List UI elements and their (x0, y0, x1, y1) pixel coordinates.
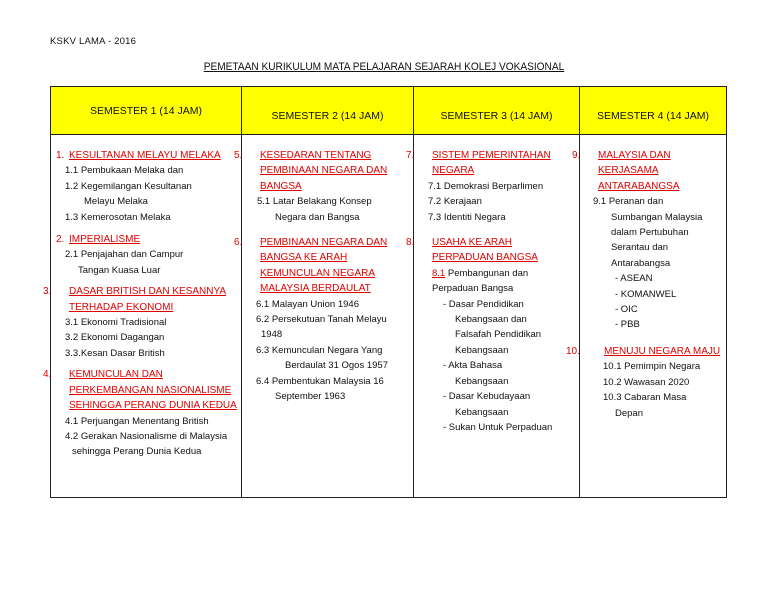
subtopic: 4.2 Gerakan Nasionalisme di Malaysia (65, 430, 228, 442)
subtopic: 1.1 Pembukaan Melaka dan (65, 165, 184, 177)
semester-1-topics (43, 135, 242, 498)
semester-1-header (51, 87, 242, 135)
subtopic: 7.1 Demokrasi Berparlimen (428, 180, 544, 192)
subtopic: 1.2 Kegemilangan Kesultanan (65, 180, 192, 192)
subtopic: 3.2 Ekonomi Dagangan (65, 332, 165, 344)
subtopic-continued: Antarabangsa (611, 257, 671, 269)
subtopic: 5.1 Latar Belakang Konsep (257, 196, 372, 208)
organization-item: - PBB (615, 319, 640, 331)
subtopic-number: 8.1 (432, 267, 446, 279)
subtopic-continued: Berdaulat 31 Ogos 1957 (285, 360, 388, 372)
document-title: PEMETAAN KURIKULUM MATA PELAJARAN SEJARAH KOLEJ VOKASIONAL (203, 61, 565, 73)
subtopic-continued: Kebangsaan (455, 375, 509, 387)
semester-4-topics (566, 135, 727, 498)
subtopic-continued: Serantau dan (611, 242, 669, 254)
subtopic: 3.1 Ekonomi Tradisional (65, 317, 167, 329)
subtopic-continued: sehingga Perang Dunia Kedua (72, 446, 202, 458)
subtopic-continued: Negara dan Bangsa (275, 211, 360, 223)
semester-2-header (242, 87, 414, 135)
semester-4-header (580, 87, 727, 135)
subtopic (419, 266, 575, 281)
subtopic-continued: September 1963 (275, 391, 346, 403)
semester-3-label: SEMESTER 3 (14 JAM) (440, 109, 553, 122)
organization-item: - KOMANWEL (615, 288, 677, 300)
subtopic: 6.2 Persekutuan Tanah Melayu (256, 314, 387, 326)
semester-4-label: SEMESTER 4 (14 JAM) (596, 109, 710, 122)
subtopic-bullet: - Sukan Untuk Perpaduan (443, 421, 553, 433)
semester-2-label: SEMESTER 2 (14 JAM) (271, 109, 384, 122)
topic-heading: 5. KESEDARAN TENTANG PEMBINAAN NEGARA DAN BANGSA (234, 150, 388, 192)
subtopic-continued: Kebangsaan (455, 344, 509, 356)
subtopic: 7.3 Identiti Negara (428, 211, 506, 223)
subtopic-continued: Tangan Kuasa Luar (78, 264, 161, 276)
semester-1-label: SEMESTER 1 (14 JAM) (89, 104, 203, 117)
semester-3-topics (406, 135, 580, 498)
subtopic: 1.3 Kemerosotan Melaka (65, 211, 171, 223)
topic-heading: 2. IMPERIALISME (56, 234, 141, 246)
topic-heading: 3. DASAR BRITISH DAN KESANNYA TERHADAP EKONOMI (43, 286, 227, 313)
subtopic-bullet: - Dasar Pendidikan (443, 298, 524, 310)
subtopic-text: Pembangunan dan (447, 267, 529, 279)
subtopic-continued: Kebangsaan dan (455, 314, 527, 326)
subtopic: 9.1 Peranan dan (593, 196, 664, 208)
topic-heading: 6. PEMBINAAN NEGARA DAN BANGSA KE ARAH KEMUNCULAN NEGARA MALAYSIA BERDAULAT (234, 237, 388, 295)
subtopic: 7.2 Kerajaan (428, 196, 482, 208)
topic-heading: 8. USAHA KE ARAH PERPADUAN BANGSA (406, 237, 538, 264)
subtopic-bullet: - Akta Bahasa (443, 360, 503, 372)
subtopic-bullet: - Dasar Kebudayaan (443, 391, 531, 403)
topics-row (51, 135, 727, 498)
semester-3-header (414, 87, 580, 135)
subtopic: 6.3 Kemunculan Negara Yang (256, 344, 383, 356)
organization-item: - ASEAN (615, 273, 653, 285)
subtopic-continued: 1948 (261, 329, 283, 341)
topic-heading: 10. MENUJU NEGARA MAJU (566, 345, 721, 357)
subtopic-continued: dalam Pertubuhan (611, 227, 689, 239)
topic-heading: 4. KEMUNCULAN DAN PERKEMBANGAN NASIONALISME SEHINGGA PERANG DUNIA KEDUA (43, 369, 237, 412)
subtopic: 3.3.Kesan Dasar British (65, 347, 165, 359)
subtopic-continued: Perpaduan Bangsa (432, 283, 514, 295)
organization-item: - OIC (615, 304, 638, 316)
subtopic: 10.3 Cabaran Masa (603, 392, 687, 404)
topic-heading: 1. KESULTANAN MELAYU MELAKA (56, 150, 221, 161)
subtopic: 6.4 Pembentukan Malaysia 16 (256, 375, 384, 387)
subtopic: 10.1 Pemimpin Negara (603, 361, 701, 373)
subtopic: 2.1 Penjajahan dan Campur (65, 249, 184, 261)
semester-2-topics (234, 135, 414, 498)
topic-heading: 9. MALAYSIA DAN KERJASAMA ANTARABANGSA (572, 150, 680, 192)
subtopic: 6.1 Malayan Union 1946 (256, 298, 359, 310)
subtopic-continued: Kebangsaan (455, 406, 509, 418)
subtopic-continued: Falsafah Pendidikan (455, 329, 542, 341)
subtopic-continued: Sumbangan Malaysia (611, 211, 703, 223)
semester-header-row (51, 87, 727, 135)
topic-heading: 7. SISTEM PEMERINTAHAN NEGARA (406, 150, 551, 177)
subtopic-continued: Depan (615, 407, 643, 419)
curriculum-table (43, 86, 727, 498)
document-code: KSKV LAMA - 2016 (50, 36, 137, 47)
subtopic: 4.1 Perjuangan Menentang British (65, 415, 209, 427)
subtopic: 10.2 Wawasan 2020 (603, 376, 690, 388)
subtopic-continued: Melayu Melaka (84, 196, 148, 208)
